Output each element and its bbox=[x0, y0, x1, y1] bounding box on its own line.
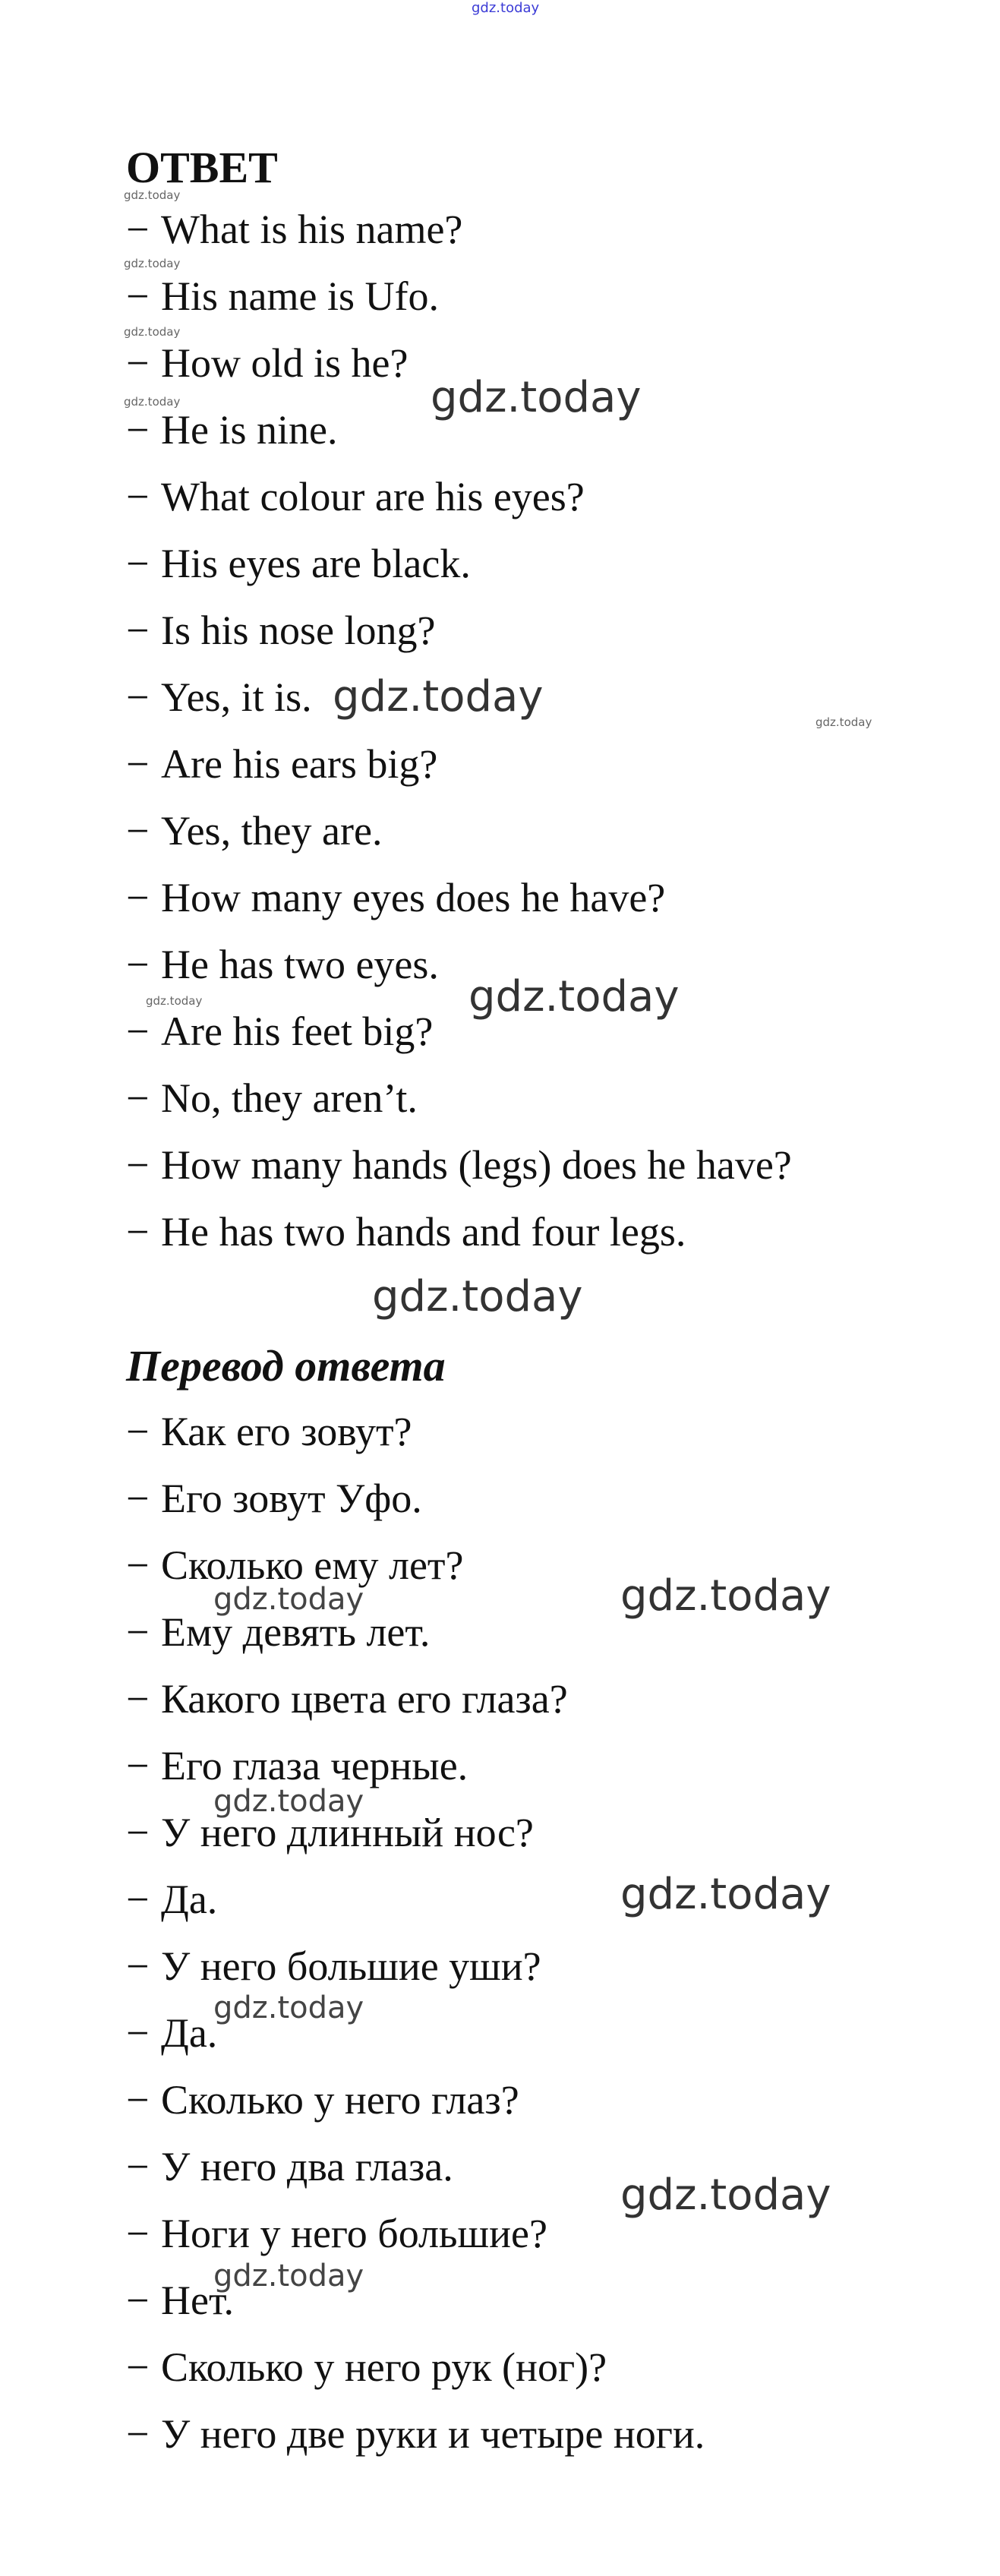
dialogue-line bbox=[126, 1678, 705, 1745]
dialogue-line bbox=[126, 810, 792, 877]
dialogue-line bbox=[126, 1144, 792, 1211]
dialogue-line bbox=[126, 1411, 705, 1478]
dash: − bbox=[126, 1877, 150, 1922]
dash: − bbox=[126, 407, 150, 453]
dash: − bbox=[126, 340, 150, 386]
dialogue-text: У него длинный нос? bbox=[161, 1810, 534, 1855]
dialogue-text: Ему девять лет. bbox=[161, 1609, 431, 1655]
dialogue-line bbox=[126, 1812, 705, 1879]
dash: − bbox=[126, 207, 150, 252]
dialogue-line bbox=[126, 1011, 792, 1078]
dialogue-text: Сколько ему лет? bbox=[161, 1542, 464, 1588]
dash: − bbox=[126, 1743, 150, 1788]
dialogue-text: He has two hands and four legs. bbox=[161, 1209, 686, 1255]
watermark: gdz.today bbox=[213, 1784, 364, 1819]
dash: − bbox=[126, 1009, 150, 1054]
dialogue-text: What is his name? bbox=[161, 207, 463, 252]
watermark: gdz.today bbox=[213, 1582, 364, 1617]
watermark: gdz.today bbox=[620, 1571, 831, 1621]
watermark: gdz.today bbox=[213, 2259, 364, 2293]
dialogue-line bbox=[126, 743, 792, 810]
watermark: gdz.today bbox=[620, 2170, 831, 2220]
dialogue-line bbox=[126, 2413, 705, 2480]
dialogue-text: Сколько у него глаз? bbox=[161, 2077, 519, 2123]
dash: − bbox=[126, 541, 150, 586]
dialogue-text: Yes, it is. bbox=[161, 674, 312, 720]
dialogue-line bbox=[126, 1075, 792, 1144]
watermark: gdz.today bbox=[431, 373, 642, 422]
dialogue-text: Сколько у него рук (ног)? bbox=[161, 2344, 607, 2390]
watermark: gdz.today bbox=[372, 1272, 583, 1321]
dash: − bbox=[126, 808, 150, 854]
watermark: gdz.today bbox=[468, 972, 680, 1021]
watermark-top: gdz.today bbox=[472, 0, 540, 16]
watermark: gdz.today bbox=[124, 188, 181, 202]
dialogue-line bbox=[126, 1609, 705, 1678]
dialogue-text: Как его зовут? bbox=[161, 1409, 412, 1454]
dialogue-text: His eyes are black. bbox=[161, 541, 471, 586]
dialogue-text: What colour are his eyes? bbox=[161, 474, 585, 519]
dash: − bbox=[126, 1209, 150, 1255]
dialogue-text: Его зовут Уфо. bbox=[161, 1476, 422, 1521]
dialogue-text: У него большие уши? bbox=[161, 1943, 541, 1989]
dash: − bbox=[126, 1943, 150, 1989]
dialogue-line bbox=[126, 1478, 705, 1545]
dialogue-line bbox=[126, 2079, 705, 2146]
dialogue-text: Нет. bbox=[161, 2278, 235, 2323]
watermark: gdz.today bbox=[146, 994, 203, 1008]
dialogue-text: How old is he? bbox=[161, 340, 409, 386]
dash: − bbox=[126, 2077, 150, 2123]
dialogue-line bbox=[126, 273, 792, 343]
translation-dialogue bbox=[126, 1411, 705, 2480]
dialogue-text: Yes, they are. bbox=[161, 808, 383, 854]
dash: − bbox=[126, 2211, 150, 2256]
dialogue-text: Да. bbox=[161, 2010, 218, 2056]
dialogue-line bbox=[126, 543, 792, 610]
dash: − bbox=[126, 741, 150, 787]
dialogue-text: How many hands (legs) does he have? bbox=[161, 1142, 792, 1188]
dialogue-text: Да. bbox=[161, 1877, 218, 1922]
dash: − bbox=[126, 2144, 150, 2189]
dialogue-text: No, they aren’t. bbox=[161, 1075, 418, 1121]
translation-heading: Перевод ответа bbox=[126, 1341, 446, 1391]
dash: − bbox=[126, 875, 150, 920]
dialogue-line bbox=[126, 1879, 705, 1946]
dash: − bbox=[126, 1409, 150, 1454]
dialogue-text: Его глаза черные. bbox=[161, 1743, 468, 1788]
dialogue-text: His name is Ufo. bbox=[161, 273, 439, 319]
watermark: gdz.today bbox=[124, 257, 181, 270]
dialogue-text: He has two eyes. bbox=[161, 942, 439, 987]
dialogue-text: How many eyes does he have? bbox=[161, 875, 666, 920]
watermark: gdz.today bbox=[124, 395, 181, 409]
dialogue-line bbox=[126, 944, 792, 1011]
dash: − bbox=[126, 1542, 150, 1588]
dialogue-text: Are his ears big? bbox=[161, 741, 438, 787]
watermark: gdz.today bbox=[213, 1990, 364, 2025]
dash: − bbox=[126, 2344, 150, 2390]
dialogue-text: Какого цвета его глаза? bbox=[161, 1676, 568, 1722]
dialogue-text: Is his nose long? bbox=[161, 608, 436, 653]
dialogue-line bbox=[126, 1211, 792, 1278]
dash: − bbox=[126, 1609, 150, 1655]
dash: − bbox=[126, 1810, 150, 1855]
dialogue-line bbox=[126, 610, 792, 677]
dialogue-line bbox=[126, 209, 792, 276]
dash: − bbox=[126, 2278, 150, 2323]
dash: − bbox=[126, 942, 150, 987]
watermark: gdz.today bbox=[620, 1870, 831, 1919]
dialogue-line bbox=[126, 2344, 705, 2413]
dash: − bbox=[126, 474, 150, 519]
dialogue-text: Are his feet big? bbox=[161, 1009, 434, 1054]
dash: − bbox=[126, 608, 150, 653]
dash: − bbox=[126, 674, 150, 720]
dialogue-line bbox=[126, 476, 792, 543]
dialogue-text: У него две руки и четыре ноги. bbox=[161, 2411, 705, 2457]
dash: − bbox=[126, 2010, 150, 2056]
dash: − bbox=[126, 1142, 150, 1188]
watermark: gdz.today bbox=[124, 325, 181, 339]
dialogue-line bbox=[126, 877, 792, 944]
dialogue-text: Ноги у него большие? bbox=[161, 2211, 547, 2256]
dash: − bbox=[126, 273, 150, 319]
dialogue-text: У него два глаза. bbox=[161, 2144, 453, 2189]
dialogue-line bbox=[126, 2146, 705, 2213]
dash: − bbox=[126, 2411, 150, 2457]
answer-heading: ОТВЕТ bbox=[126, 143, 278, 192]
dialogue-text: He is nine. bbox=[161, 407, 338, 453]
dash: − bbox=[126, 1476, 150, 1521]
dash: − bbox=[126, 1075, 150, 1121]
watermark: gdz.today bbox=[333, 672, 544, 721]
watermark: gdz.today bbox=[815, 715, 872, 729]
answer-dialogue bbox=[126, 209, 792, 1278]
dash: − bbox=[126, 1676, 150, 1722]
